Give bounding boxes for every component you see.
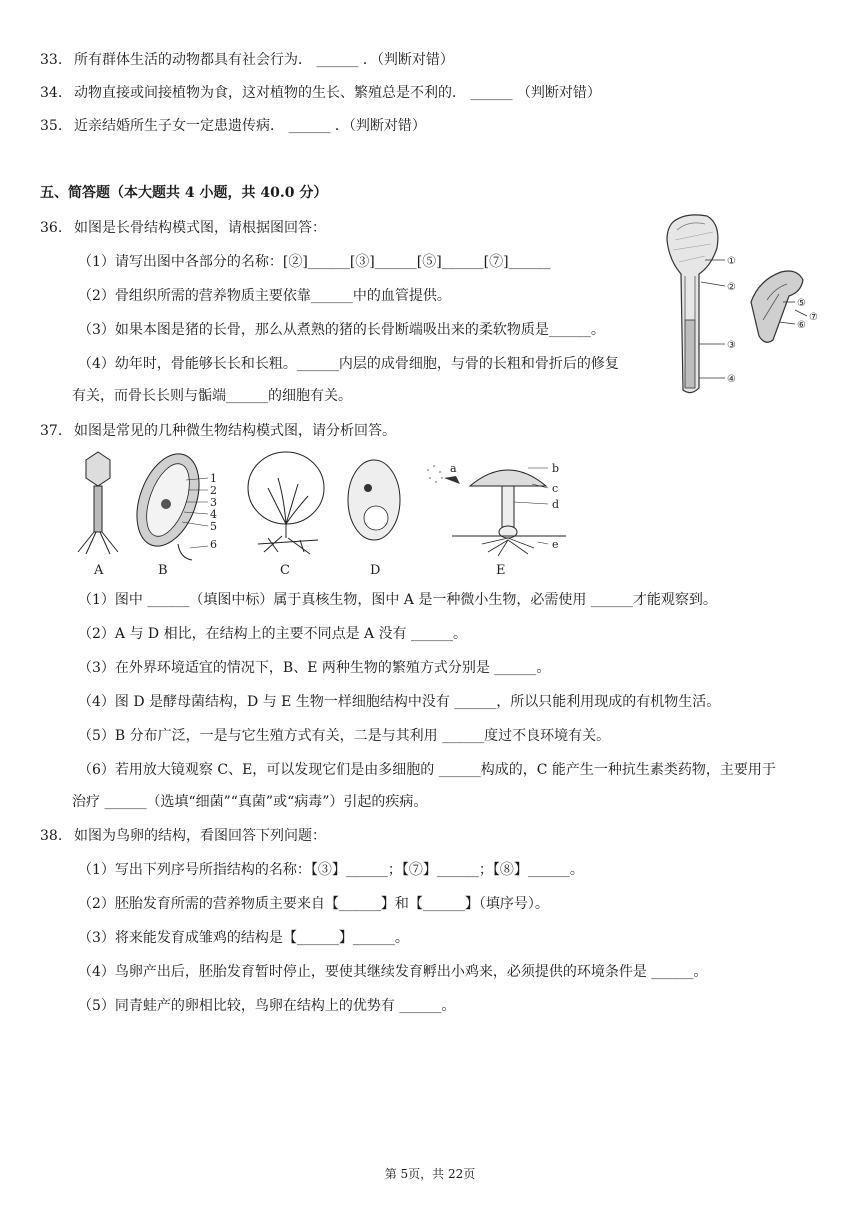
mushroom-label-a: a (450, 462, 457, 475)
long-bone-drawing (667, 215, 718, 393)
bacterium-label-1: 1 (210, 472, 217, 485)
question-text: 动物直接或间接植物为食，这对植物的生长、繁殖总是不利的． ______ （判断对错） (74, 85, 601, 101)
q37-item-3: （3）在外界环境适宜的情况下，B、E 两种生物的繁殖方式分别是 ______。 (78, 660, 551, 676)
microorganism-figure (68, 448, 568, 580)
bone-label-7: ⑦ (809, 312, 818, 323)
q36-item-2: （2）骨组织所需的营养物质主要依靠______中的血管提供。 (78, 288, 451, 304)
q38-item-4: （4）鸟卵产出后，胚胎发育暂时停止，要使其继续发育孵出小鸡来，必须提供的环境条件是 ______。 (78, 964, 708, 980)
question-text: 所有群体生活的动物都具有社会行为． ______ ．（判断对错） (74, 52, 454, 68)
question-number: 34. (40, 85, 63, 101)
question-35 (40, 116, 426, 136)
long-bone-figure (655, 210, 835, 400)
mushroom-label-d: d (552, 498, 560, 511)
mushroom-drawing (427, 462, 566, 556)
q37-item-6-cont: 治疗 ______（选填“细菌”“真菌”或“病毒”）引起的疾病。 (72, 794, 428, 810)
bacterium-drawing (125, 448, 217, 560)
q37-item-5: （5）B 分布广泛，一是与它生殖方式有关，二是与其利用 ______度过不良环境有关。 (78, 728, 611, 744)
bacterium-label-6: 6 (210, 538, 217, 551)
figure-caption-b: B (158, 563, 168, 578)
question-34 (40, 83, 601, 103)
q36-item-4: （4）幼年时，骨能够长长和长粗。______内层的成骨细胞，与骨的长粗和骨折后的修复 (78, 356, 619, 372)
virus-drawing (78, 452, 118, 554)
mold-drawing (248, 452, 324, 554)
question-36-stem (40, 218, 326, 238)
bacterium-label-2: 2 (210, 484, 217, 497)
bone-label-1: ① (727, 256, 736, 267)
mushroom-label-b: b (552, 462, 560, 475)
bone-label-2: ② (727, 282, 736, 293)
q38-item-5: （5）同青蛙产的卵相比较，鸟卵在结构上的优势有 ______。 (78, 998, 456, 1014)
figure-caption-a: A (94, 563, 104, 578)
bone-section-drawing (751, 271, 803, 342)
figure-caption-e: E (496, 563, 506, 578)
mushroom-label-e: e (552, 538, 559, 551)
bacterium-label-3: 3 (210, 496, 217, 509)
bone-label-4: ④ (727, 374, 736, 385)
figure-caption-c: C (280, 563, 290, 578)
question-33 (40, 50, 454, 70)
q38-item-2: （2）胚胎发育所需的营养物质主要来自【______】和【______】（填序号）。 (78, 896, 549, 912)
q36-item-3: （3）如果本图是猪的长骨，那么从煮熟的猪的长骨断端吸出来的柔软物质是______。 (78, 322, 605, 338)
question-text: 如图是长骨结构模式图，请根据图回答： (74, 220, 326, 236)
page-footer: 第 5页，共 22页 (384, 1167, 476, 1181)
figure-caption-d: D (370, 563, 381, 578)
yeast-drawing (348, 460, 400, 540)
q38-item-3: （3）将来能发育成雏鸡的结构是【______】______。 (78, 930, 409, 946)
q36-item-4-cont: 有关，而骨长长则与骺端______的细胞有关。 (72, 388, 352, 404)
bone-label-5: ⑤ (797, 298, 806, 309)
question-37-stem (40, 421, 396, 441)
question-number: 35. (40, 118, 63, 134)
q38-item-1: （1）写出下列序号所指结构的名称：【③】______；【⑦】______；【⑧】______。 (78, 862, 584, 878)
bone-label-3: ③ (727, 340, 736, 351)
question-text: 如图是常见的几种微生物结构模式图，请分析回答。 (74, 423, 396, 439)
section-heading: 五、简答题（本大题共 4 小题，共 40.0 分） (40, 185, 328, 201)
q37-item-1: （1）图中 ______（填图中标）属于真核生物，图中 A 是一种微小生物，必需使用 ______才能观察到。 (78, 592, 717, 608)
mushroom-label-c: c (552, 482, 559, 495)
question-38-stem (40, 826, 326, 846)
question-text: 如图为鸟卵的结构，看图回答下列问题： (74, 828, 326, 844)
q37-item-4: （4）图 D 是酵母菌结构，D 与 E 生物一样细胞结构中没有 ______，所以只能利用现成的有机物生活。 (78, 694, 721, 710)
question-number: 36. (40, 220, 63, 236)
question-number: 37. (40, 423, 63, 439)
q36-item-1: （1）请写出图中各部分的名称：[②]______[③]______[⑤]______[⑦]______ (78, 254, 551, 270)
bone-label-6: ⑥ (797, 320, 806, 331)
bacterium-label-4: 4 (210, 508, 217, 521)
q37-item-6: （6）若用放大镜观察 C、E，可以发现它们是由多细胞的 ______构成的，C 能产生一种抗生素类药物，主要用于 (78, 762, 776, 778)
question-number: 38. (40, 828, 63, 844)
question-number: 33. (40, 52, 63, 68)
q37-item-2: （2）A 与 D 相比，在结构上的主要不同点是 A 没有 ______。 (78, 626, 468, 642)
question-text: 近亲结婚所生子女一定患遗传病． ______ ．（判断对错） (74, 118, 426, 134)
bacterium-label-5: 5 (210, 520, 217, 533)
